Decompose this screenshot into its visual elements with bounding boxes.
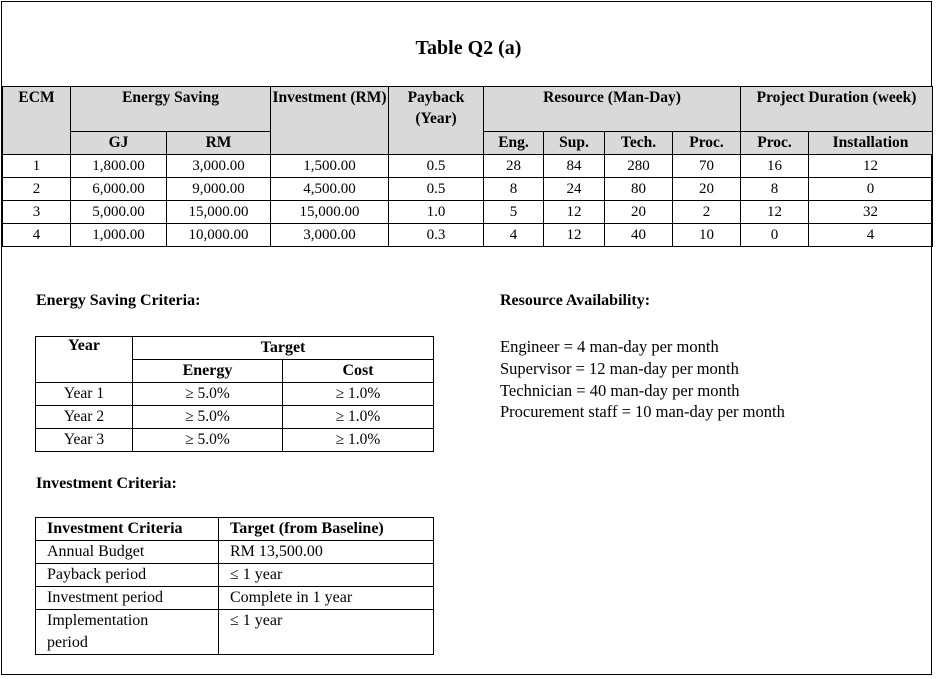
header-gj: GJ [71,132,167,155]
table-row [36,383,434,406]
cell-cost: ≥ 1.0% [283,383,434,406]
table-row [3,224,933,247]
table-row [3,201,933,224]
cell-year: Year 3 [36,429,133,452]
header-target-baseline: Target (from Baseline) [219,518,434,541]
cell-installation: 4 [809,224,933,247]
energy-saving-criteria-table [35,336,434,452]
cell-ecm: 2 [3,178,71,201]
cell-energy: ≥ 5.0% [133,383,283,406]
cell-installation: 0 [809,178,933,201]
cell-cost: ≥ 1.0% [283,406,434,429]
cell-payback: 0.5 [389,178,484,201]
cell-duration-proc: 8 [741,178,809,201]
cell-proc: 20 [673,178,741,201]
cell-rm: 9,000.00 [167,178,271,201]
table-row [36,587,434,610]
cell-target: Complete in 1 year [219,587,434,610]
cell-sup: 84 [544,155,605,178]
cell-duration-proc: 12 [741,201,809,224]
cell-rm: 10,000.00 [167,224,271,247]
cell-eng: 28 [484,155,544,178]
cell-gj: 1,000.00 [71,224,167,247]
resource-line: Procurement staff = 10 man-day per month [500,402,785,422]
header-investment: Investment (RM) [271,87,389,155]
header-energy-saving: Energy Saving [71,87,271,132]
cell-eng: 8 [484,178,544,201]
header-year: Year [36,337,133,383]
cell-rm: 3,000.00 [167,155,271,178]
table-row [36,564,434,587]
cell-proc: 70 [673,155,741,178]
cell-installation: 12 [809,155,933,178]
cell-investment: 4,500.00 [271,178,389,201]
resource-line: Engineer = 4 man-day per month [500,337,719,356]
cell-criteria: Investment period [36,587,219,610]
table-row [36,610,434,655]
header-tech: Tech. [605,132,673,155]
cell-sup: 12 [544,201,605,224]
cell-criteria: Implementation period [36,610,219,655]
header-duration-proc: Proc. [741,132,809,155]
cell-rm: 15,000.00 [167,201,271,224]
header-installation: Installation [809,132,933,155]
cell-investment: 1,500.00 [271,155,389,178]
cell-ecm: 3 [3,201,71,224]
header-payback: Payback (Year) [389,87,484,155]
cell-proc: 2 [673,201,741,224]
cell-tech: 20 [605,201,673,224]
cell-duration-proc: 0 [741,224,809,247]
table-row [36,429,434,452]
ecm-table [2,86,933,247]
cell-payback: 0.5 [389,155,484,178]
table-row [3,155,933,178]
cell-payback: 0.3 [389,224,484,247]
cell-tech: 40 [605,224,673,247]
cell-criteria: Payback period [36,564,219,587]
cell-proc: 10 [673,224,741,247]
table-row [36,541,434,564]
table-row [36,406,434,429]
header-eng: Eng. [484,132,544,155]
cell-sup: 12 [544,224,605,247]
resource-line: Technician = 40 man-day per month [500,380,740,400]
resource-availability-heading: Resource Availability: [500,292,651,309]
cell-energy: ≥ 5.0% [133,406,283,429]
cell-gj: 5,000.00 [71,201,167,224]
cell-energy: ≥ 5.0% [133,429,283,452]
cell-installation: 32 [809,201,933,224]
header-proc: Proc. [673,132,741,155]
cell-ecm: 4 [3,224,71,247]
header-rm: RM [167,132,271,155]
cell-duration-proc: 16 [741,155,809,178]
cell-sup: 24 [544,178,605,201]
cell-target: ≤ 1 year [219,610,434,655]
energy-saving-criteria-heading: Energy Saving Criteria: [36,292,201,309]
header-project-duration: Project Duration (week) [741,87,933,132]
header-sup: Sup. [544,132,605,155]
cell-year: Year 1 [36,383,133,406]
header-target: Target [133,337,434,360]
cell-investment: 3,000.00 [271,224,389,247]
cell-cost: ≥ 1.0% [283,429,434,452]
header-cost: Cost [283,360,434,383]
header-investment-criteria: Investment Criteria [36,518,219,541]
cell-eng: 4 [484,224,544,247]
investment-criteria-table [35,517,434,655]
cell-eng: 5 [484,201,544,224]
header-resource: Resource (Man-Day) [484,87,741,132]
cell-tech: 80 [605,178,673,201]
cell-target: RM 13,500.00 [219,541,434,564]
cell-investment: 15,000.00 [271,201,389,224]
investment-criteria-heading: Investment Criteria: [36,475,177,492]
cell-gj: 6,000.00 [71,178,167,201]
cell-tech: 280 [605,155,673,178]
header-ecm: ECM [3,87,71,155]
cell-criteria: Annual Budget [36,541,219,564]
table-row [3,178,933,201]
resource-availability-list [500,336,785,423]
cell-payback: 1.0 [389,201,484,224]
cell-ecm: 1 [3,155,71,178]
cell-year: Year 2 [36,406,133,429]
cell-gj: 1,800.00 [71,155,167,178]
resource-line: Supervisor = 12 man-day per month [500,358,739,378]
header-energy: Energy [133,360,283,383]
table-title: Table Q2 (a) [415,37,522,59]
cell-target: ≤ 1 year [219,564,434,587]
